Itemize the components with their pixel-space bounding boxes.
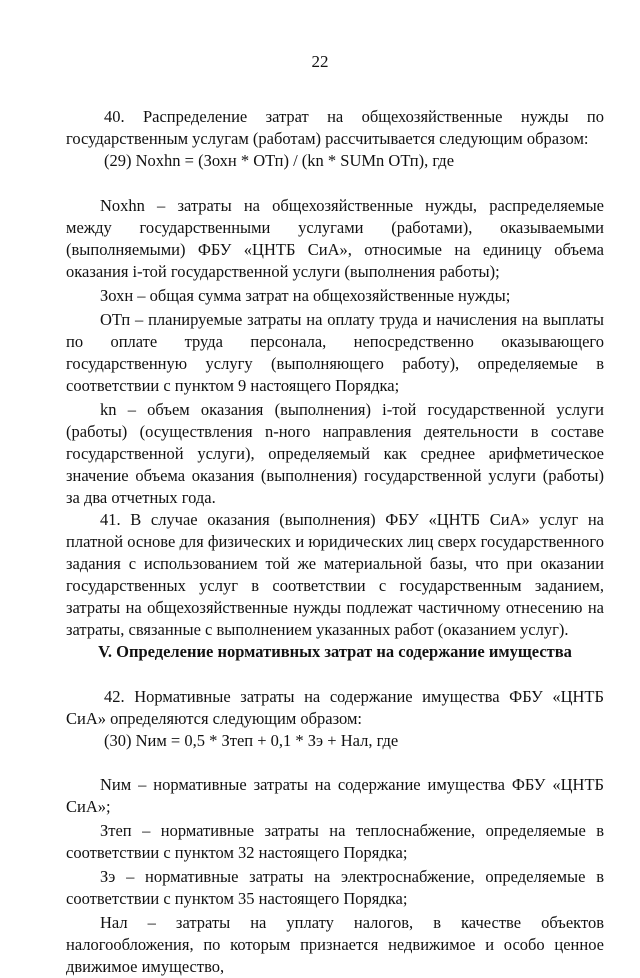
definition-ztep: Зтеп – нормативные затраты на теплоснабжение, определяемые в соответствии с пунктом 32 настоящего Порядка;: [66, 821, 604, 862]
section-heading-v: V. Определение нормативных затрат на содержание имущества: [98, 642, 572, 661]
formula-30: (30) Nим = 0,5 * Зтеп + 0,1 * Зэ + Нал, где: [104, 731, 399, 750]
definition-otp: ОТп – планируемые затраты на оплату труда и начисления на выплаты по оплате труда персонала, непосредственно оказывающего государственную услугу (выполняющего работу), определяемые в соответствии с пунктом 9 настоящего Порядка;: [66, 310, 604, 395]
page-number: 22: [311, 52, 329, 71]
definition-kn: kn – объем оказания (выполнения) i-той государственной услуги (работы) (осуществления n-ного направления деятельности в составе государственной услуги), определяемый как среднее арифметическое значение объема оказания (выполнения) государственной услуги (работы) за два отчетных года.: [66, 400, 604, 507]
definition-zohn: Зохн – общая сумма затрат на общехозяйственные нужды;: [100, 286, 511, 305]
definition-nal: Нал – затраты на уплату налогов, в качестве объектов налогообложения, по которым признается недвижимое и особо ценное движимое имущество,: [66, 913, 604, 976]
paragraph-42: 42. Нормативные затраты на содержание имущества ФБУ «ЦНТБ СиА» определяются следующим образом:: [66, 687, 604, 728]
paragraph-41: 41. В случае оказания (выполнения) ФБУ «ЦНТБ СиА» услуг на платной основе для физических и юридических лиц сверх государственного задания с использованием той же материальной базы, что при оказании государственных услуг в соответствии с государственным заданием, затраты на общехозяйственные нужды подлежат частичному отнесению на затраты, связанные с выполнением указанных работ (оказанием услуг).: [66, 510, 604, 639]
document-body: [66, 106, 604, 978]
definition-ze: Зэ – нормативные затраты на электроснабжение, определяемые в соответствии с пунктом 35 настоящего Порядка;: [66, 867, 604, 908]
definition-nim: Nим – нормативные затраты на содержание имущества ФБУ «ЦНТБ СиА»;: [66, 775, 604, 816]
formula-29: (29) Noxhn = (Зохн * ОТп) / (kn * SUMn ОТп), где: [104, 151, 455, 170]
paragraph-40: 40. Распределение затрат на общехозяйственные нужды по государственным услугам (работам) рассчитывается следующим образом:: [66, 107, 604, 148]
definition-noxhn: Noxhn – затраты на общехозяйственные нужды, распределяемые между государственными услугами (работами), оказываемыми (выполняемыми) ФБУ «ЦНТБ СиА», относимые на единицу объема оказания i-той государственной услуги (выполнения работы);: [66, 196, 604, 281]
